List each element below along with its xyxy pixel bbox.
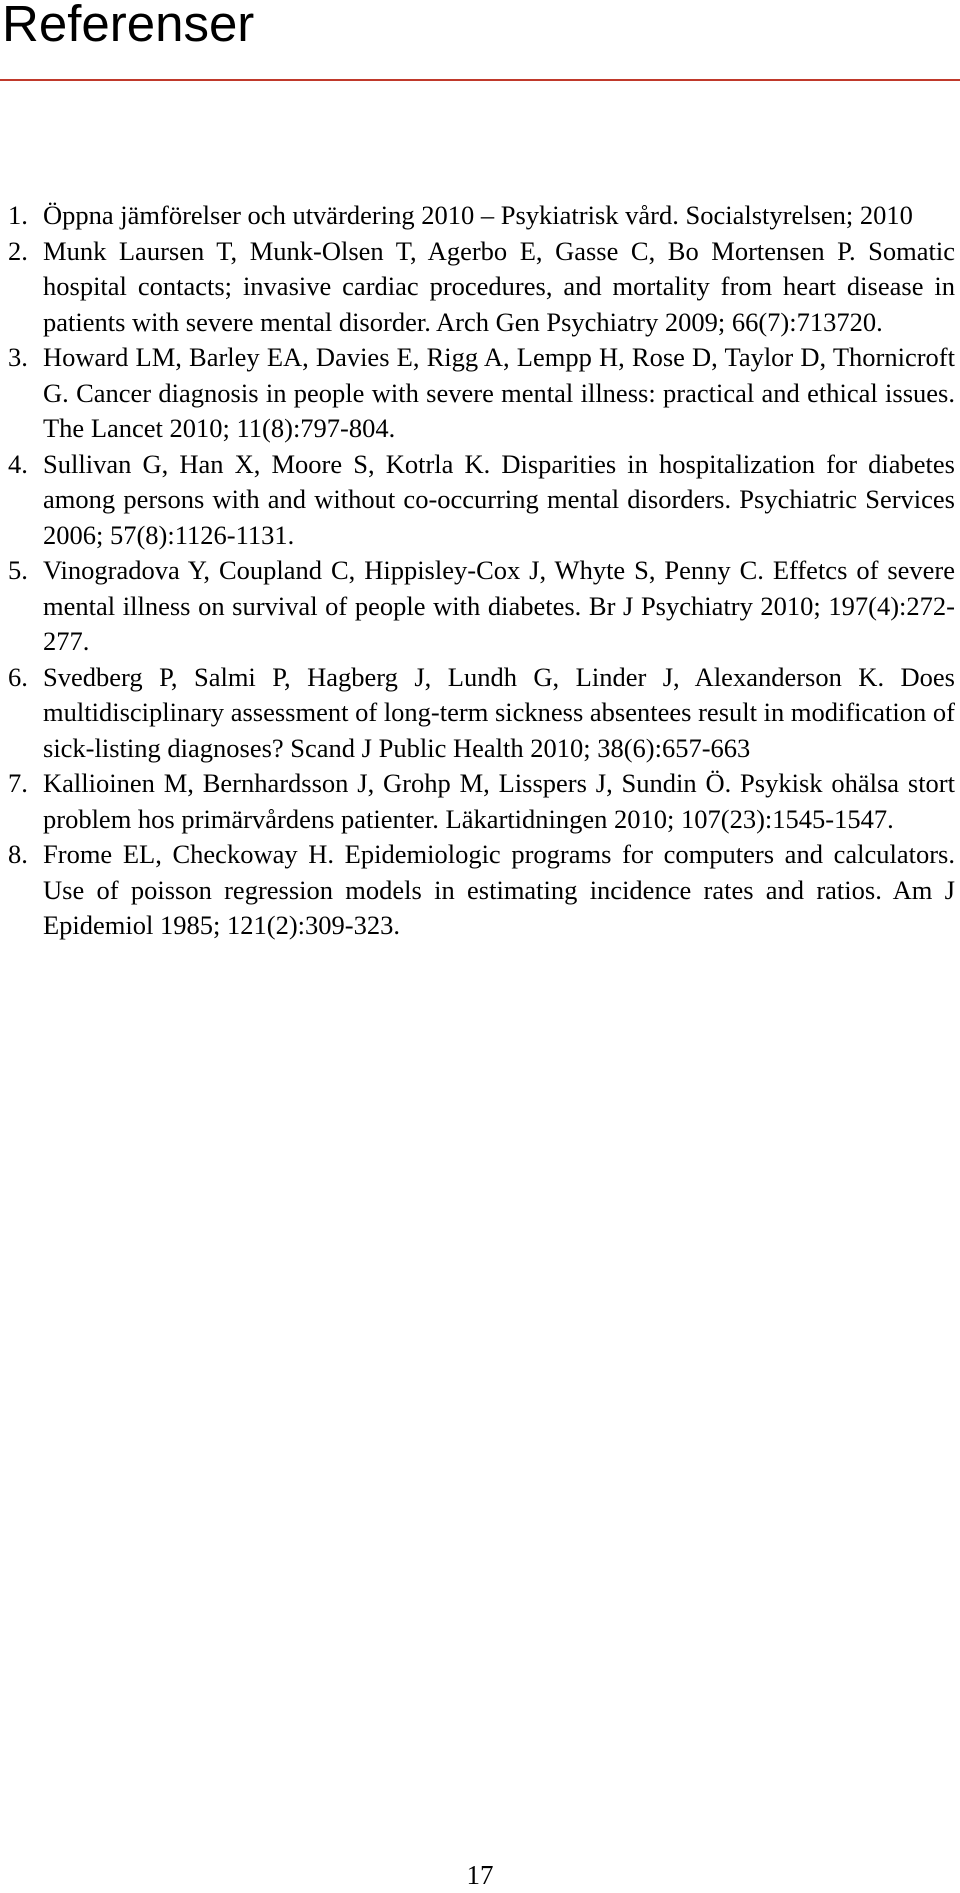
reference-text: Munk Laursen T, Munk-Olsen T, Agerbo E, Gasse C, Bo Mortensen P. Somatic hospital contacts; invasive cardiac procedures, and mortality from heart disease in patients with severe mental disorder. Arch Gen Psychiatry 2009; 66(7):713720.: [43, 235, 955, 337]
reference-item: [8, 447, 955, 554]
reference-item: [8, 198, 955, 234]
reference-text: Kallioinen M, Bernhardsson J, Grohp M, Lisspers J, Sundin Ö. Psykisk ohälsa stort problem hos primärvårdens patienter. Läkartidningen 2010; 107(23):1545-1547.: [43, 768, 955, 834]
reference-list: [8, 198, 955, 944]
reference-number: 4.: [8, 448, 28, 479]
reference-item: [8, 234, 955, 341]
page-title: Referenser: [2, 0, 255, 52]
reference-item: [8, 340, 955, 447]
reference-number: 5.: [8, 555, 28, 585]
reference-text: Frome EL, Checkoway H. Epidemiologic programs for computers and calculators. Use of poisson regression models in estimating incidence rates and ratios. Am J Epidemiol 1985; 121(2):309-323.: [43, 839, 955, 940]
reference-text: Howard LM, Barley EA, Davies E, Rigg A, Lempp H, Rose D, Taylor D, Thornicroft G. Cancer diagnosis in people with severe mental illness: practical and ethical issues. The Lancet 2010; 11(8):797-804.: [43, 342, 955, 443]
reference-number: 7.: [8, 768, 28, 798]
reference-number: 2.: [8, 235, 28, 266]
reference-number: 1.: [8, 200, 28, 230]
reference-item: [8, 660, 955, 767]
reference-text: Öppna jämförelser och utvärdering 2010 – Psykiatrisk vård. Socialstyrelsen; 2010: [43, 200, 913, 230]
reference-text: Sullivan G, Han X, Moore S, Kotrla K. Disparities in hospitalization for diabetes among persons with and without co-occurring mental disorders. Psychiatric Services 2006; 57(8):1126-1131.: [43, 448, 955, 550]
reference-number: 6.: [8, 661, 28, 692]
reference-item: [8, 766, 955, 837]
reference-text: Svedberg P, Salmi P, Hagberg J, Lundh G, Linder J, Alexanderson K. Does multidisciplinary assessment of long-term sickness absentees result in modification of sick-listing diagnoses? Scand J Public Health 2010; 38(6):657-663: [43, 661, 955, 763]
reference-number: 8.: [8, 839, 28, 869]
reference-text: Vinogradova Y, Coupland C, Hippisley-Cox J, Whyte S, Penny C. Effetcs of severe mental illness on survival of people with diabetes. Br J Psychiatry 2010; 197(4):272-277.: [43, 555, 955, 656]
reference-item: [8, 837, 955, 944]
reference-item: [8, 553, 955, 660]
reference-number: 3.: [8, 342, 28, 372]
heading-divider: [0, 79, 960, 81]
page-number: 17: [466, 1860, 494, 1890]
